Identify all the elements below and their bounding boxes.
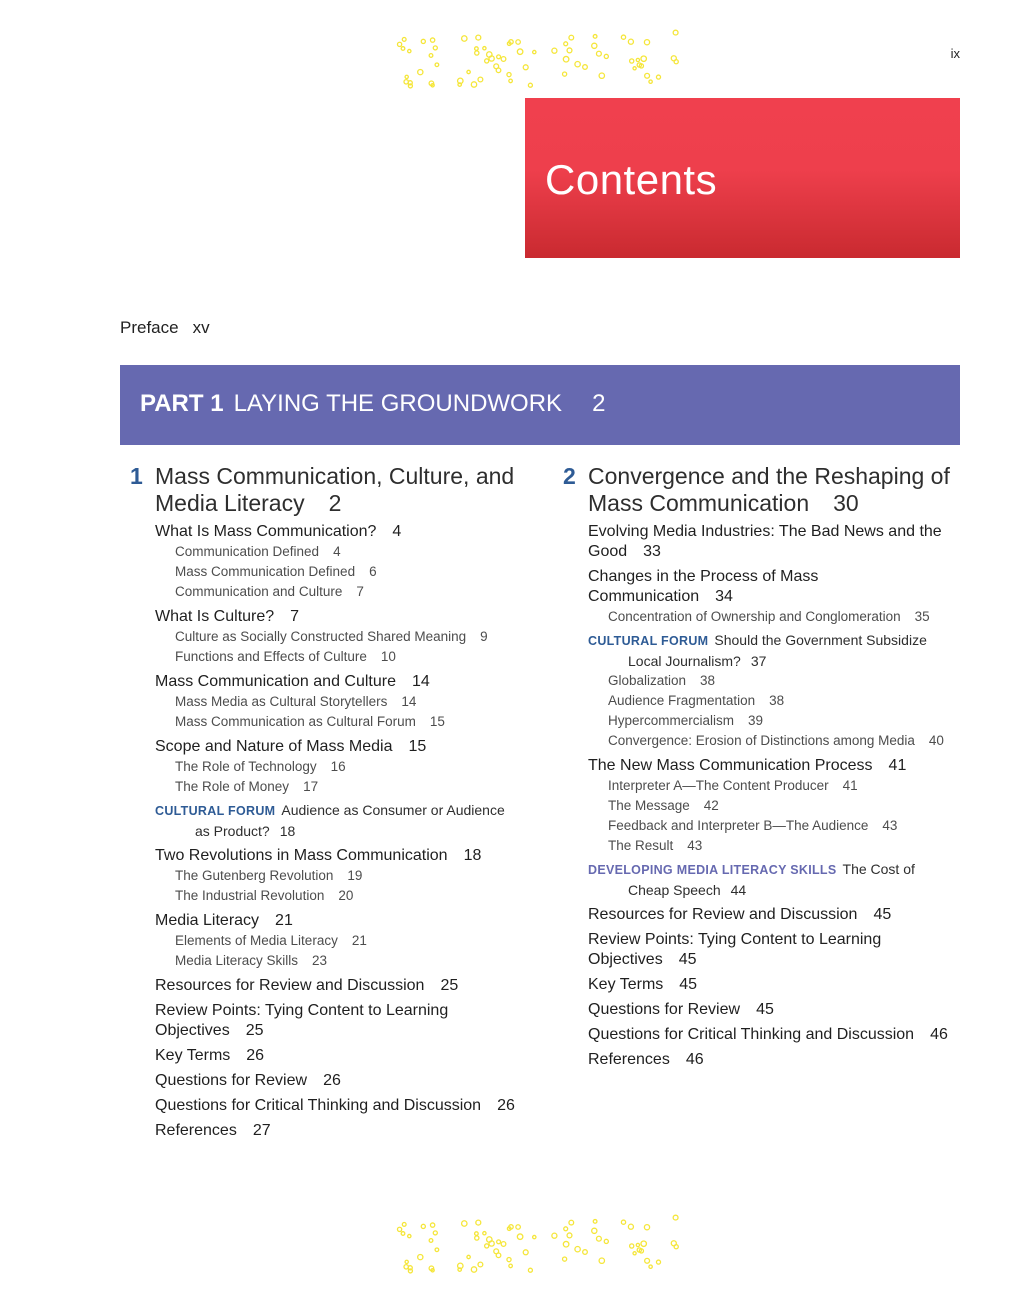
entry-title: References (155, 1122, 237, 1139)
part-page: 2 (592, 390, 606, 417)
decorative-dot (604, 1239, 608, 1243)
decorative-dot (408, 1234, 411, 1237)
subsection-entry[interactable] (563, 816, 963, 836)
decorative-dot (621, 1220, 625, 1224)
entry-page: 25 (245, 1022, 264, 1039)
decorative-dot (592, 1228, 597, 1233)
part-banner[interactable] (120, 365, 960, 445)
decorative-dot (523, 1250, 528, 1255)
section-entry[interactable] (130, 976, 530, 996)
decorative-dot (516, 1225, 521, 1230)
subsection-entry[interactable] (130, 562, 530, 582)
part-label: PART 1 (140, 390, 224, 417)
decorative-dot (467, 70, 470, 73)
entry-page: 46 (930, 1026, 948, 1043)
entry-title: Mass Communication and Culture (155, 673, 396, 690)
entry-page: 26 (246, 1047, 265, 1064)
entry-title: Audience Fragmentation (608, 693, 756, 708)
entry-page: 34 (715, 588, 733, 605)
section-entry[interactable] (130, 672, 530, 692)
decorative-dot (507, 1258, 511, 1262)
entry-title: Key Terms (155, 1047, 231, 1064)
decorative-dot (641, 56, 646, 61)
subsection-entry[interactable] (130, 757, 530, 777)
decorative-dot (475, 51, 479, 55)
contents-header-box (525, 98, 960, 258)
decorative-dot (596, 51, 601, 56)
entry-title: Changes in the Process of Mass Communication (588, 568, 819, 605)
decorative-dot (418, 69, 423, 74)
decorative-dot (528, 1268, 532, 1272)
entry-page: 45 (679, 976, 698, 993)
feature-page: 37 (750, 653, 767, 669)
feature-tag: DEVELOPING MEDIA LITERACY SKILLS (588, 863, 837, 877)
entry-title: Resources for Review and Discussion (155, 977, 425, 994)
entry-page: 23 (312, 953, 328, 968)
decorative-dot (636, 58, 639, 61)
decorative-dot (656, 1260, 660, 1264)
decorative-dot (433, 1231, 437, 1235)
entry-page: 9 (480, 629, 488, 644)
entry-title: The Message (608, 798, 690, 813)
decorative-dot (430, 38, 434, 42)
entry-title: Interpreter A—The Content Producer (608, 778, 829, 793)
subsection-entry[interactable] (563, 731, 963, 751)
decorative-dot (475, 47, 479, 51)
decorative-dot (564, 42, 568, 46)
entry-page: 33 (643, 543, 661, 560)
decorative-dot (583, 65, 588, 70)
entry-page: 14 (401, 694, 417, 709)
decorative-dot (593, 1220, 597, 1224)
decorative-dot (517, 49, 523, 55)
subsection-entry[interactable] (130, 777, 530, 797)
decorative-dot (593, 35, 597, 39)
entry-page: 7 (290, 608, 300, 625)
decorative-dot (430, 1223, 434, 1227)
entry-page: 42 (703, 798, 719, 813)
decorative-dot (630, 59, 634, 63)
decorative-dot (509, 1264, 513, 1268)
entry-page: 17 (303, 779, 319, 794)
decorative-dot (649, 80, 652, 83)
chapter-heading[interactable] (563, 463, 963, 517)
entry-title: Concentration of Ownership and Conglomeration (608, 609, 901, 624)
feature-continuation (588, 880, 963, 900)
entry-title: Evolving Media Industries: The Bad News and the Good (588, 523, 942, 560)
decorative-dot (641, 1241, 646, 1246)
subsection-entry[interactable] (130, 582, 530, 602)
entry-title: Scope and Nature of Mass Media (155, 738, 393, 755)
decorative-dot (494, 64, 499, 69)
entry-title: Media Literacy Skills (175, 953, 299, 968)
decorative-dot (501, 57, 506, 62)
feature-title-line1: Audience as Consumer or Audience (281, 802, 505, 818)
decorative-dot (471, 1267, 476, 1272)
entry-title: Feedback and Interpreter B—The Audience (608, 818, 869, 833)
feature-entry[interactable] (130, 800, 530, 841)
feature-continuation (588, 651, 963, 671)
section-entry[interactable] (130, 522, 530, 542)
feature-title-line2: as Product? (195, 823, 270, 839)
entry-page: 16 (330, 759, 346, 774)
feature-entry[interactable] (563, 859, 963, 900)
decorative-dot (405, 1260, 408, 1263)
subsection-entry[interactable] (130, 866, 530, 886)
entry-title: What Is Culture? (155, 608, 275, 625)
entry-title: Media Literacy (155, 912, 260, 929)
decorative-dot (567, 48, 572, 53)
feature-title-line1: Should the Government Subsidize (714, 632, 927, 648)
decorative-dot (563, 72, 567, 76)
decorative-dot (405, 75, 408, 78)
entry-title: The Role of Money (175, 779, 290, 794)
decorative-dot (592, 43, 597, 48)
entry-title: The Industrial Revolution (175, 888, 325, 903)
chapter-title: Mass Communication, Culture, and Media Literacy (155, 463, 515, 516)
decorative-dot (628, 39, 633, 44)
decorative-dot (633, 1252, 636, 1255)
decorative-dot (628, 1224, 633, 1229)
decorative-dot (429, 1239, 433, 1243)
subsection-entry[interactable] (563, 796, 963, 816)
entry-title: Review Points: Tying Content to Learning Objectives (588, 931, 882, 968)
decorative-dot (478, 77, 483, 82)
feature-tag: CULTURAL FORUM (588, 634, 709, 648)
decorative-dot (435, 1248, 439, 1252)
section-entry[interactable] (130, 911, 530, 931)
entry-page: 19 (347, 868, 363, 883)
entry-title: Questions for Review (588, 1001, 741, 1018)
decorative-dot (563, 1241, 569, 1247)
entry-title: Communication Defined (175, 544, 320, 559)
entry-page: 18 (463, 847, 482, 864)
entry-page: 21 (275, 912, 293, 929)
decorative-dot (645, 73, 650, 78)
page-number: ix (950, 46, 960, 61)
subsection-entry[interactable] (130, 542, 530, 562)
entry-title: Mass Communication as Cultural Forum (175, 714, 416, 729)
decorative-dot (471, 82, 476, 87)
decorative-dot (501, 1242, 506, 1247)
decorative-dot (483, 1232, 486, 1235)
entry-page: 26 (323, 1072, 341, 1089)
decorative-dot (644, 1225, 649, 1230)
decorative-dot (418, 1254, 423, 1259)
feature-title-line2: Cheap Speech (628, 882, 721, 898)
section-entry[interactable] (563, 975, 963, 995)
preface-label: Preface (120, 318, 179, 337)
decorative-dot (494, 1249, 499, 1254)
section-entry[interactable] (563, 905, 963, 925)
chapter-page: 2 (328, 490, 342, 516)
decorative-dot (435, 63, 439, 67)
decorative-dot (483, 47, 486, 50)
subsection-entry[interactable] (130, 931, 530, 951)
entry-page: 25 (440, 977, 459, 994)
entry-page: 40 (928, 733, 944, 748)
entry-page: 4 (392, 523, 402, 540)
preface-page: xv (192, 318, 210, 337)
entry-page: 27 (252, 1122, 271, 1139)
decorative-dot (497, 55, 501, 59)
decorative-dot (485, 1244, 489, 1248)
entry-title: Two Revolutions in Mass Communication (155, 847, 448, 864)
entry-page: 21 (351, 933, 367, 948)
entry-title: Mass Media as Cultural Storytellers (175, 694, 388, 709)
decorative-dot (596, 1236, 601, 1241)
decorative-dot (516, 40, 521, 45)
entry-page: 26 (497, 1097, 515, 1114)
decorative-dot (533, 50, 536, 53)
decorative-dot (397, 1227, 401, 1231)
decorative-dot (509, 79, 513, 83)
entry-page: 35 (914, 609, 930, 624)
subsection-entry[interactable] (563, 836, 963, 856)
entry-page: 45 (678, 951, 697, 968)
chapter-number: 1 (130, 463, 143, 489)
decorative-dot (402, 38, 406, 42)
decorative-dot (563, 1257, 567, 1261)
decorative-dot (458, 83, 461, 86)
section-entry[interactable] (130, 1046, 530, 1066)
decorative-dot (433, 46, 437, 50)
decorative-dot (523, 65, 528, 70)
decorative-dot (633, 67, 636, 70)
subsection-entry[interactable] (130, 886, 530, 906)
chapter-number: 2 (563, 463, 576, 489)
decorative-dot (478, 1262, 483, 1267)
entry-title: Key Terms (588, 976, 664, 993)
entry-title: Mass Communication Defined (175, 564, 356, 579)
decorative-dots-top (393, 28, 688, 90)
decorative-dot (575, 1247, 580, 1252)
decorative-dot (644, 40, 649, 45)
section-entry[interactable] (563, 1000, 963, 1020)
decorative-dots-bottom (393, 1213, 688, 1275)
decorative-dot (552, 48, 557, 53)
entry-title: Hypercommercialism (608, 713, 735, 728)
decorative-dot (569, 1220, 574, 1225)
entry-page: 38 (700, 673, 716, 688)
decorative-dot (408, 49, 411, 52)
entry-title: Convergence: Erosion of Distinctions among Media (608, 733, 915, 748)
feature-entry[interactable] (563, 630, 963, 671)
decorative-dot (645, 1258, 650, 1263)
entry-page: 43 (882, 818, 898, 833)
decorative-dot (517, 1234, 523, 1240)
decorative-dot (467, 1255, 470, 1258)
decorative-dot (621, 35, 625, 39)
decorative-dot (475, 1236, 479, 1240)
section-entry[interactable] (563, 756, 963, 776)
decorative-dot (604, 54, 608, 58)
entry-page: 39 (748, 713, 764, 728)
subsection-entry[interactable] (563, 776, 963, 796)
decorative-dot (397, 42, 401, 46)
section-entry[interactable] (130, 1121, 530, 1141)
entry-title: Review Points: Tying Content to Learning Objectives (155, 1002, 449, 1039)
section-entry[interactable] (130, 1096, 530, 1116)
section-entry[interactable] (130, 737, 530, 757)
decorative-dot (485, 59, 489, 63)
entry-page: 7 (356, 584, 364, 599)
feature-continuation (155, 821, 530, 841)
decorative-dot (533, 1235, 536, 1238)
decorative-dot (507, 73, 511, 77)
decorative-dot (475, 1232, 479, 1236)
entry-title: Questions for Critical Thinking and Discussion (588, 1026, 915, 1043)
subsection-entry[interactable] (130, 692, 530, 712)
decorative-dot (674, 1245, 678, 1249)
entry-title: Elements of Media Literacy (175, 933, 338, 948)
entry-page: 41 (842, 778, 858, 793)
entry-title: The New Mass Communication Process (588, 757, 873, 774)
entry-title: Communication and Culture (175, 584, 343, 599)
section-entry[interactable] (130, 846, 530, 866)
entry-page: 46 (685, 1051, 704, 1068)
entry-page: 14 (412, 673, 430, 690)
subsection-entry[interactable] (130, 951, 530, 971)
decorative-dot (599, 1258, 604, 1263)
entry-page: 10 (380, 649, 396, 664)
entry-title: Resources for Review and Discussion (588, 906, 858, 923)
decorative-dot (599, 73, 604, 78)
section-entry[interactable] (563, 522, 963, 562)
entry-page: 43 (687, 838, 703, 853)
toc-entry-preface[interactable] (120, 318, 210, 338)
decorative-dot (421, 39, 425, 43)
decorative-dot (497, 1240, 501, 1244)
decorative-dot (673, 1215, 678, 1220)
decorative-dot (552, 1233, 557, 1238)
decorative-dot (421, 1224, 425, 1228)
decorative-dot (401, 47, 405, 51)
decorative-dot (476, 1220, 481, 1225)
chapter-page: 30 (833, 490, 859, 516)
entry-title: What Is Mass Communication? (155, 523, 377, 540)
decorative-dot (563, 56, 569, 62)
decorative-dot (476, 35, 481, 40)
feature-page: 44 (730, 882, 747, 898)
decorative-dot (575, 62, 580, 67)
decorative-dot (674, 60, 678, 64)
feature-title-line1: The Cost of (842, 861, 915, 877)
section-entry[interactable] (563, 567, 963, 607)
decorative-dot (630, 1244, 634, 1248)
entry-page: 38 (769, 693, 785, 708)
decorative-dot (583, 1250, 588, 1255)
decorative-dot (429, 54, 433, 58)
decorative-dot (458, 1268, 461, 1271)
decorative-dot (462, 36, 467, 41)
section-entry[interactable] (130, 1001, 530, 1041)
entry-page: 15 (408, 738, 427, 755)
feature-title-line2: Local Journalism? (628, 653, 741, 669)
entry-title: Questions for Critical Thinking and Discussion (155, 1097, 482, 1114)
entry-title: References (588, 1051, 670, 1068)
chapter-heading[interactable] (130, 463, 530, 517)
toc-column-left (130, 463, 530, 1141)
page-title: Contents (545, 156, 718, 203)
decorative-dot (564, 1227, 568, 1231)
subsection-entry[interactable] (130, 712, 530, 732)
section-entry[interactable] (130, 607, 530, 627)
entry-title: The Result (608, 838, 674, 853)
entry-title: Functions and Effects of Culture (175, 649, 367, 664)
subsection-entry[interactable] (130, 627, 530, 647)
entry-page: 4 (333, 544, 341, 559)
decorative-dot (528, 83, 532, 87)
decorative-dot (656, 75, 660, 79)
subsection-entry[interactable] (563, 607, 963, 627)
decorative-dot (673, 30, 678, 35)
subsection-entry[interactable] (563, 711, 963, 731)
decorative-dot (462, 1221, 467, 1226)
entry-page: 20 (338, 888, 354, 903)
section-entry[interactable] (130, 1071, 530, 1091)
decorative-dot (649, 1265, 652, 1268)
entry-page: 15 (429, 714, 445, 729)
entry-page: 41 (888, 757, 907, 774)
entry-title: Culture as Socially Constructed Shared Meaning (175, 629, 467, 644)
chapter-title: Convergence and the Reshaping of Mass Communication (588, 463, 950, 516)
entry-page: 45 (756, 1001, 774, 1018)
subsection-entry[interactable] (130, 647, 530, 667)
feature-tag: CULTURAL FORUM (155, 804, 276, 818)
entry-page: 45 (873, 906, 892, 923)
entry-title: Globalization (608, 673, 687, 688)
decorative-dot (569, 35, 574, 40)
decorative-dot (567, 1233, 572, 1238)
toc-column-right (563, 463, 963, 1070)
section-entry[interactable] (563, 930, 963, 970)
entry-title: Questions for Review (155, 1072, 308, 1089)
decorative-dot (402, 1223, 406, 1227)
entry-page: 6 (369, 564, 377, 579)
part-title: LAYING THE GROUNDWORK (233, 390, 563, 417)
section-entry[interactable] (563, 1025, 963, 1045)
decorative-dot (636, 1243, 639, 1246)
entry-title: The Role of Technology (175, 759, 317, 774)
decorative-dot (401, 1232, 405, 1236)
entry-title: The Gutenberg Revolution (175, 868, 334, 883)
subsection-entry[interactable] (563, 691, 963, 711)
subsection-entry[interactable] (563, 671, 963, 691)
feature-page: 18 (279, 823, 296, 839)
section-entry[interactable] (563, 1050, 963, 1070)
